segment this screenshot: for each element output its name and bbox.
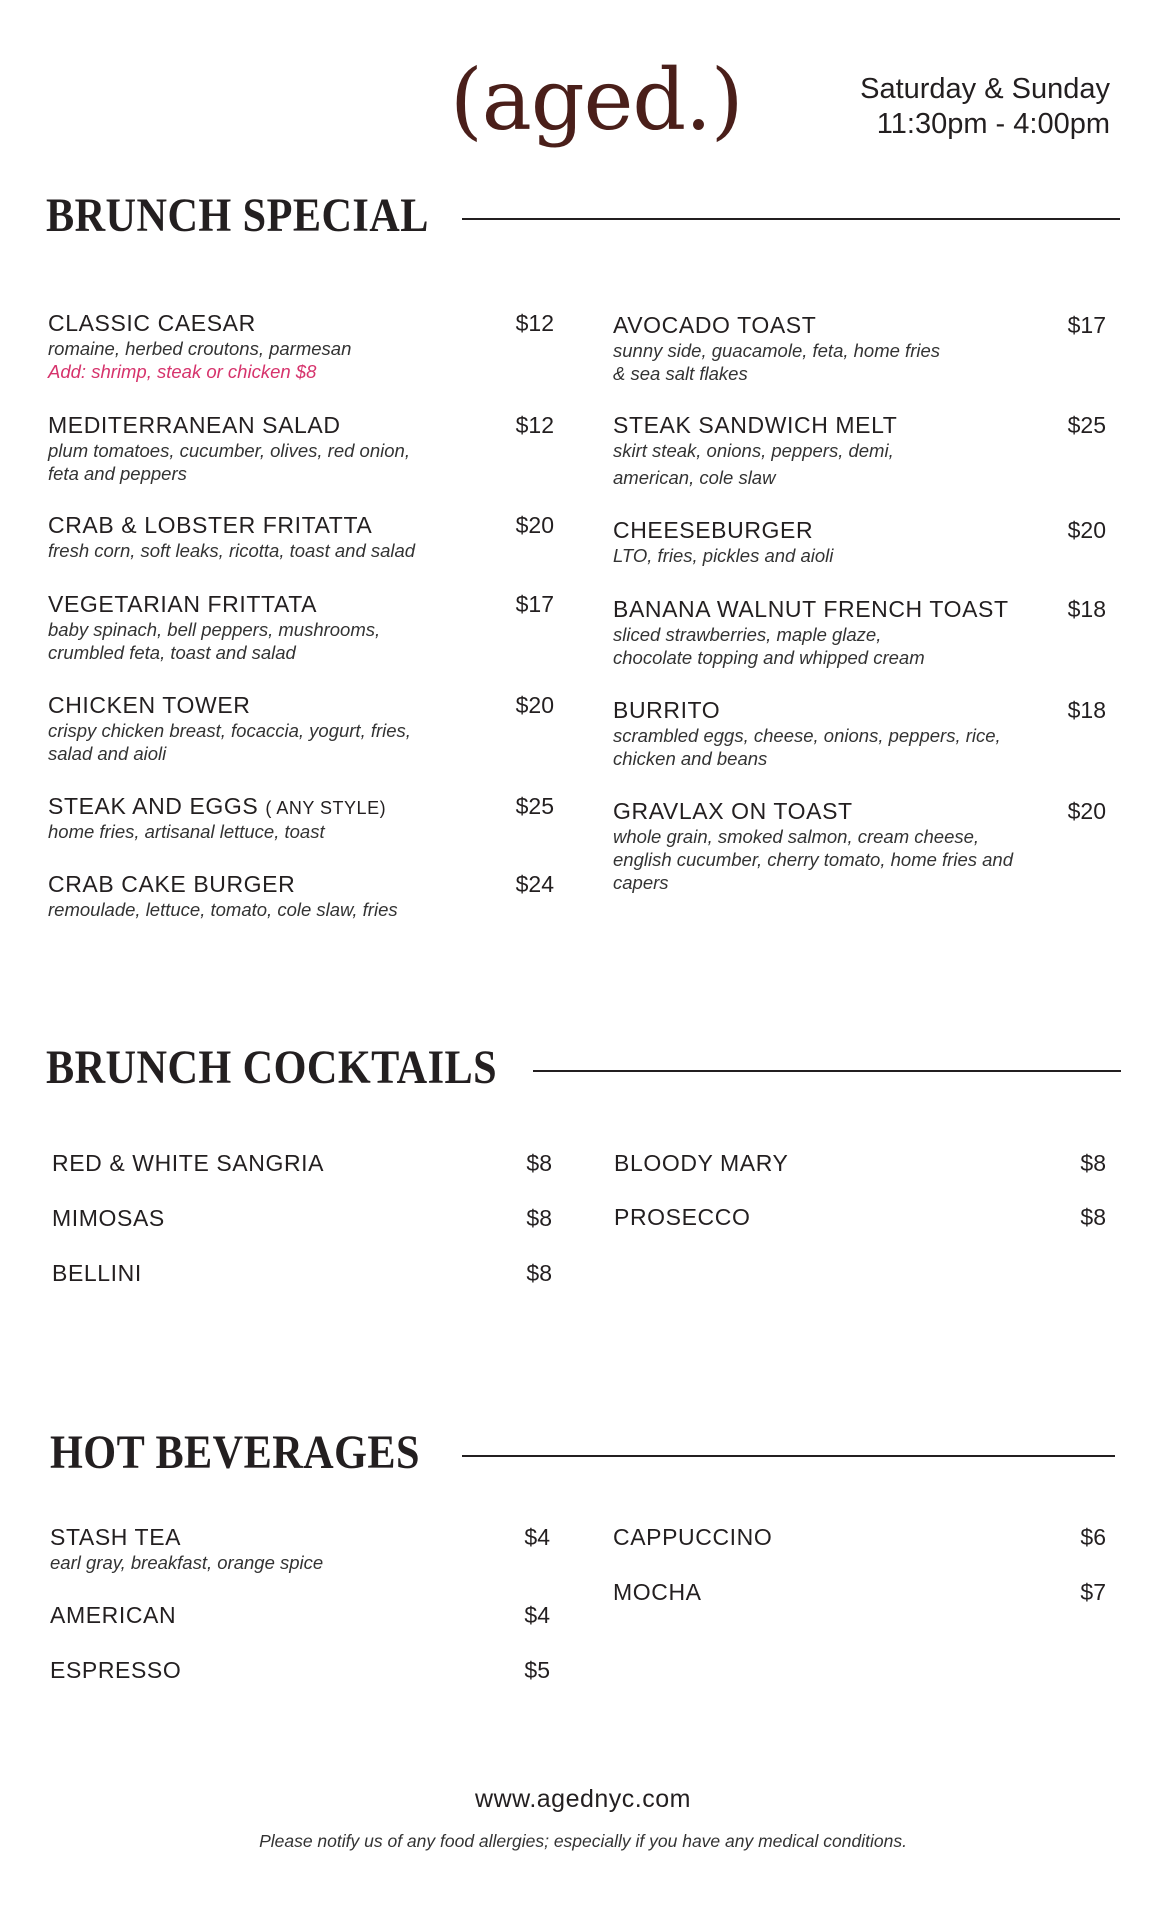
- brunch-time: 11:30pm - 4:00pm: [876, 108, 1110, 140]
- item-name: CLASSIC CAESAR: [48, 310, 256, 336]
- brunch-hours: [860, 72, 1110, 142]
- item-description: romaine, herbed croutons, parmesan: [48, 338, 352, 359]
- section-divider: [462, 1455, 1115, 1457]
- item-price: $8: [526, 1205, 552, 1231]
- item-price: $12: [515, 310, 554, 336]
- menu-item: [613, 697, 1106, 770]
- item-price: $20: [515, 512, 554, 538]
- item-description: baby spinach, bell peppers, mushrooms, crumbled feta, toast and salad: [48, 619, 381, 663]
- menu-item: [48, 512, 554, 562]
- item-price: $8: [1080, 1204, 1106, 1230]
- allergy-notice: Please notify us of any food allergies; especially if you have any medical conditions.: [259, 1831, 907, 1851]
- item-price: $8: [526, 1260, 552, 1286]
- menu-item: [48, 591, 554, 664]
- item-name: CRAB & LOBSTER FRITATTA: [48, 512, 373, 538]
- item-name: STEAK SANDWICH MELT: [613, 412, 898, 438]
- item-name: AMERICAN: [50, 1602, 177, 1628]
- menu-item: [613, 1579, 1106, 1606]
- item-addon: Add: shrimp, steak or chicken $8: [48, 361, 317, 382]
- menu-item: [48, 871, 554, 921]
- menu-item: [50, 1657, 550, 1684]
- brunch-cocktails-heading: [46, 1040, 559, 1095]
- item-price: $24: [515, 871, 554, 897]
- restaurant-logo: (aged.): [450, 51, 743, 149]
- item-name: BURRITO: [613, 697, 721, 723]
- item-description: sliced strawberries, maple glaze, chocolate topping and whipped cream: [613, 624, 925, 668]
- section-title: BRUNCH SPECIAL: [46, 189, 429, 242]
- item-name: STASH TEA: [50, 1524, 182, 1550]
- item-price: $18: [1067, 596, 1106, 622]
- menu-item: [48, 310, 554, 383]
- menu-item: [48, 793, 554, 843]
- item-name: GRAVLAX ON TOAST: [613, 798, 853, 824]
- item-name: BELLINI: [52, 1260, 142, 1286]
- menu-item: [48, 412, 554, 485]
- item-price: $20: [1067, 517, 1106, 543]
- item-price: $6: [1080, 1524, 1106, 1550]
- item-name: VEGETARIAN FRITTATA: [48, 591, 318, 617]
- item-description: whole grain, smoked salmon, cream cheese, english cucumber, cherry tomato, home fries and capers: [613, 826, 1013, 893]
- menu-item: [613, 312, 1106, 385]
- section-divider: [462, 218, 1120, 220]
- menu-item: [52, 1205, 552, 1232]
- item-name: MOCHA: [613, 1579, 702, 1605]
- item-price: $20: [1067, 798, 1106, 824]
- item-description: LTO, fries, pickles and aioli: [613, 545, 834, 566]
- item-name: PROSECCO: [614, 1204, 751, 1230]
- item-name: CHICKEN TOWER: [48, 692, 251, 718]
- item-name: CAPPUCCINO: [613, 1524, 773, 1550]
- item-name: RED & WHITE SANGRIA: [52, 1150, 325, 1176]
- item-price: $4: [524, 1524, 550, 1550]
- item-name: MIMOSAS: [52, 1205, 165, 1231]
- item-description: scrambled eggs, cheese, onions, peppers, rice, chicken and beans: [613, 725, 1001, 769]
- website-link[interactable]: www.agednyc.com: [475, 1785, 691, 1813]
- menu-item: [50, 1602, 550, 1629]
- item-price: $12: [515, 412, 554, 438]
- item-price: $8: [526, 1150, 552, 1176]
- item-price: $18: [1067, 697, 1106, 723]
- item-name: CRAB CAKE BURGER: [48, 871, 296, 897]
- item-price: $4: [524, 1602, 550, 1628]
- item-name-group: [48, 793, 386, 820]
- item-name: BANANA WALNUT FRENCH TOAST: [613, 596, 1009, 622]
- menu-item: [614, 1150, 1106, 1177]
- section-title: HOT BEVERAGES: [50, 1426, 420, 1479]
- item-price: $17: [515, 591, 554, 617]
- menu-item: [48, 692, 554, 765]
- menu-item: [613, 798, 1106, 894]
- menu-item: [613, 412, 1106, 489]
- item-name-note: ( ANY STYLE): [265, 798, 387, 818]
- menu-item: [52, 1260, 552, 1287]
- menu-item: [50, 1524, 550, 1574]
- hot-beverages-heading: [50, 1425, 470, 1480]
- item-name: CHEESEBURGER: [613, 517, 814, 543]
- section-divider: [533, 1070, 1121, 1072]
- brunch-days: Saturday & Sunday: [860, 73, 1110, 105]
- item-price: $20: [515, 692, 554, 718]
- item-name: BLOODY MARY: [614, 1150, 789, 1176]
- item-description: sunny side, guacamole, feta, home fries & sea salt flakes: [613, 340, 941, 384]
- menu-item: [52, 1150, 552, 1177]
- menu-item: [613, 596, 1106, 669]
- item-name: MEDITERRANEAN SALAD: [48, 412, 341, 438]
- item-name: STEAK AND EGGS: [48, 793, 259, 819]
- item-description: crispy chicken breast, focaccia, yogurt, fries, salad and aioli: [48, 720, 411, 764]
- item-description: earl gray, breakfast, orange spice: [50, 1552, 324, 1573]
- menu-item: [613, 517, 1106, 567]
- item-price: $17: [1067, 312, 1106, 338]
- menu-item: [613, 1524, 1106, 1551]
- item-description: skirt steak, onions, peppers, demi,: [613, 440, 894, 461]
- item-price: $7: [1080, 1579, 1106, 1605]
- item-price: $25: [515, 793, 554, 819]
- item-price: $5: [524, 1657, 550, 1683]
- item-price: $8: [1080, 1150, 1106, 1176]
- item-description: home fries, artisanal lettuce, toast: [48, 821, 325, 842]
- item-name: AVOCADO TOAST: [613, 312, 817, 338]
- item-price: $25: [1067, 412, 1106, 438]
- item-name: ESPRESSO: [50, 1657, 182, 1683]
- brunch-special-heading: [46, 188, 481, 243]
- section-title: BRUNCH COCKTAILS: [46, 1041, 498, 1094]
- item-description-continued: american, cole slaw: [613, 467, 776, 488]
- menu-item: [614, 1204, 1106, 1231]
- item-description: remoulade, lettuce, tomato, cole slaw, fries: [48, 899, 398, 920]
- item-description: fresh corn, soft leaks, ricotta, toast and salad: [48, 540, 416, 561]
- item-description: plum tomatoes, cucumber, olives, red onion, feta and peppers: [48, 440, 410, 484]
